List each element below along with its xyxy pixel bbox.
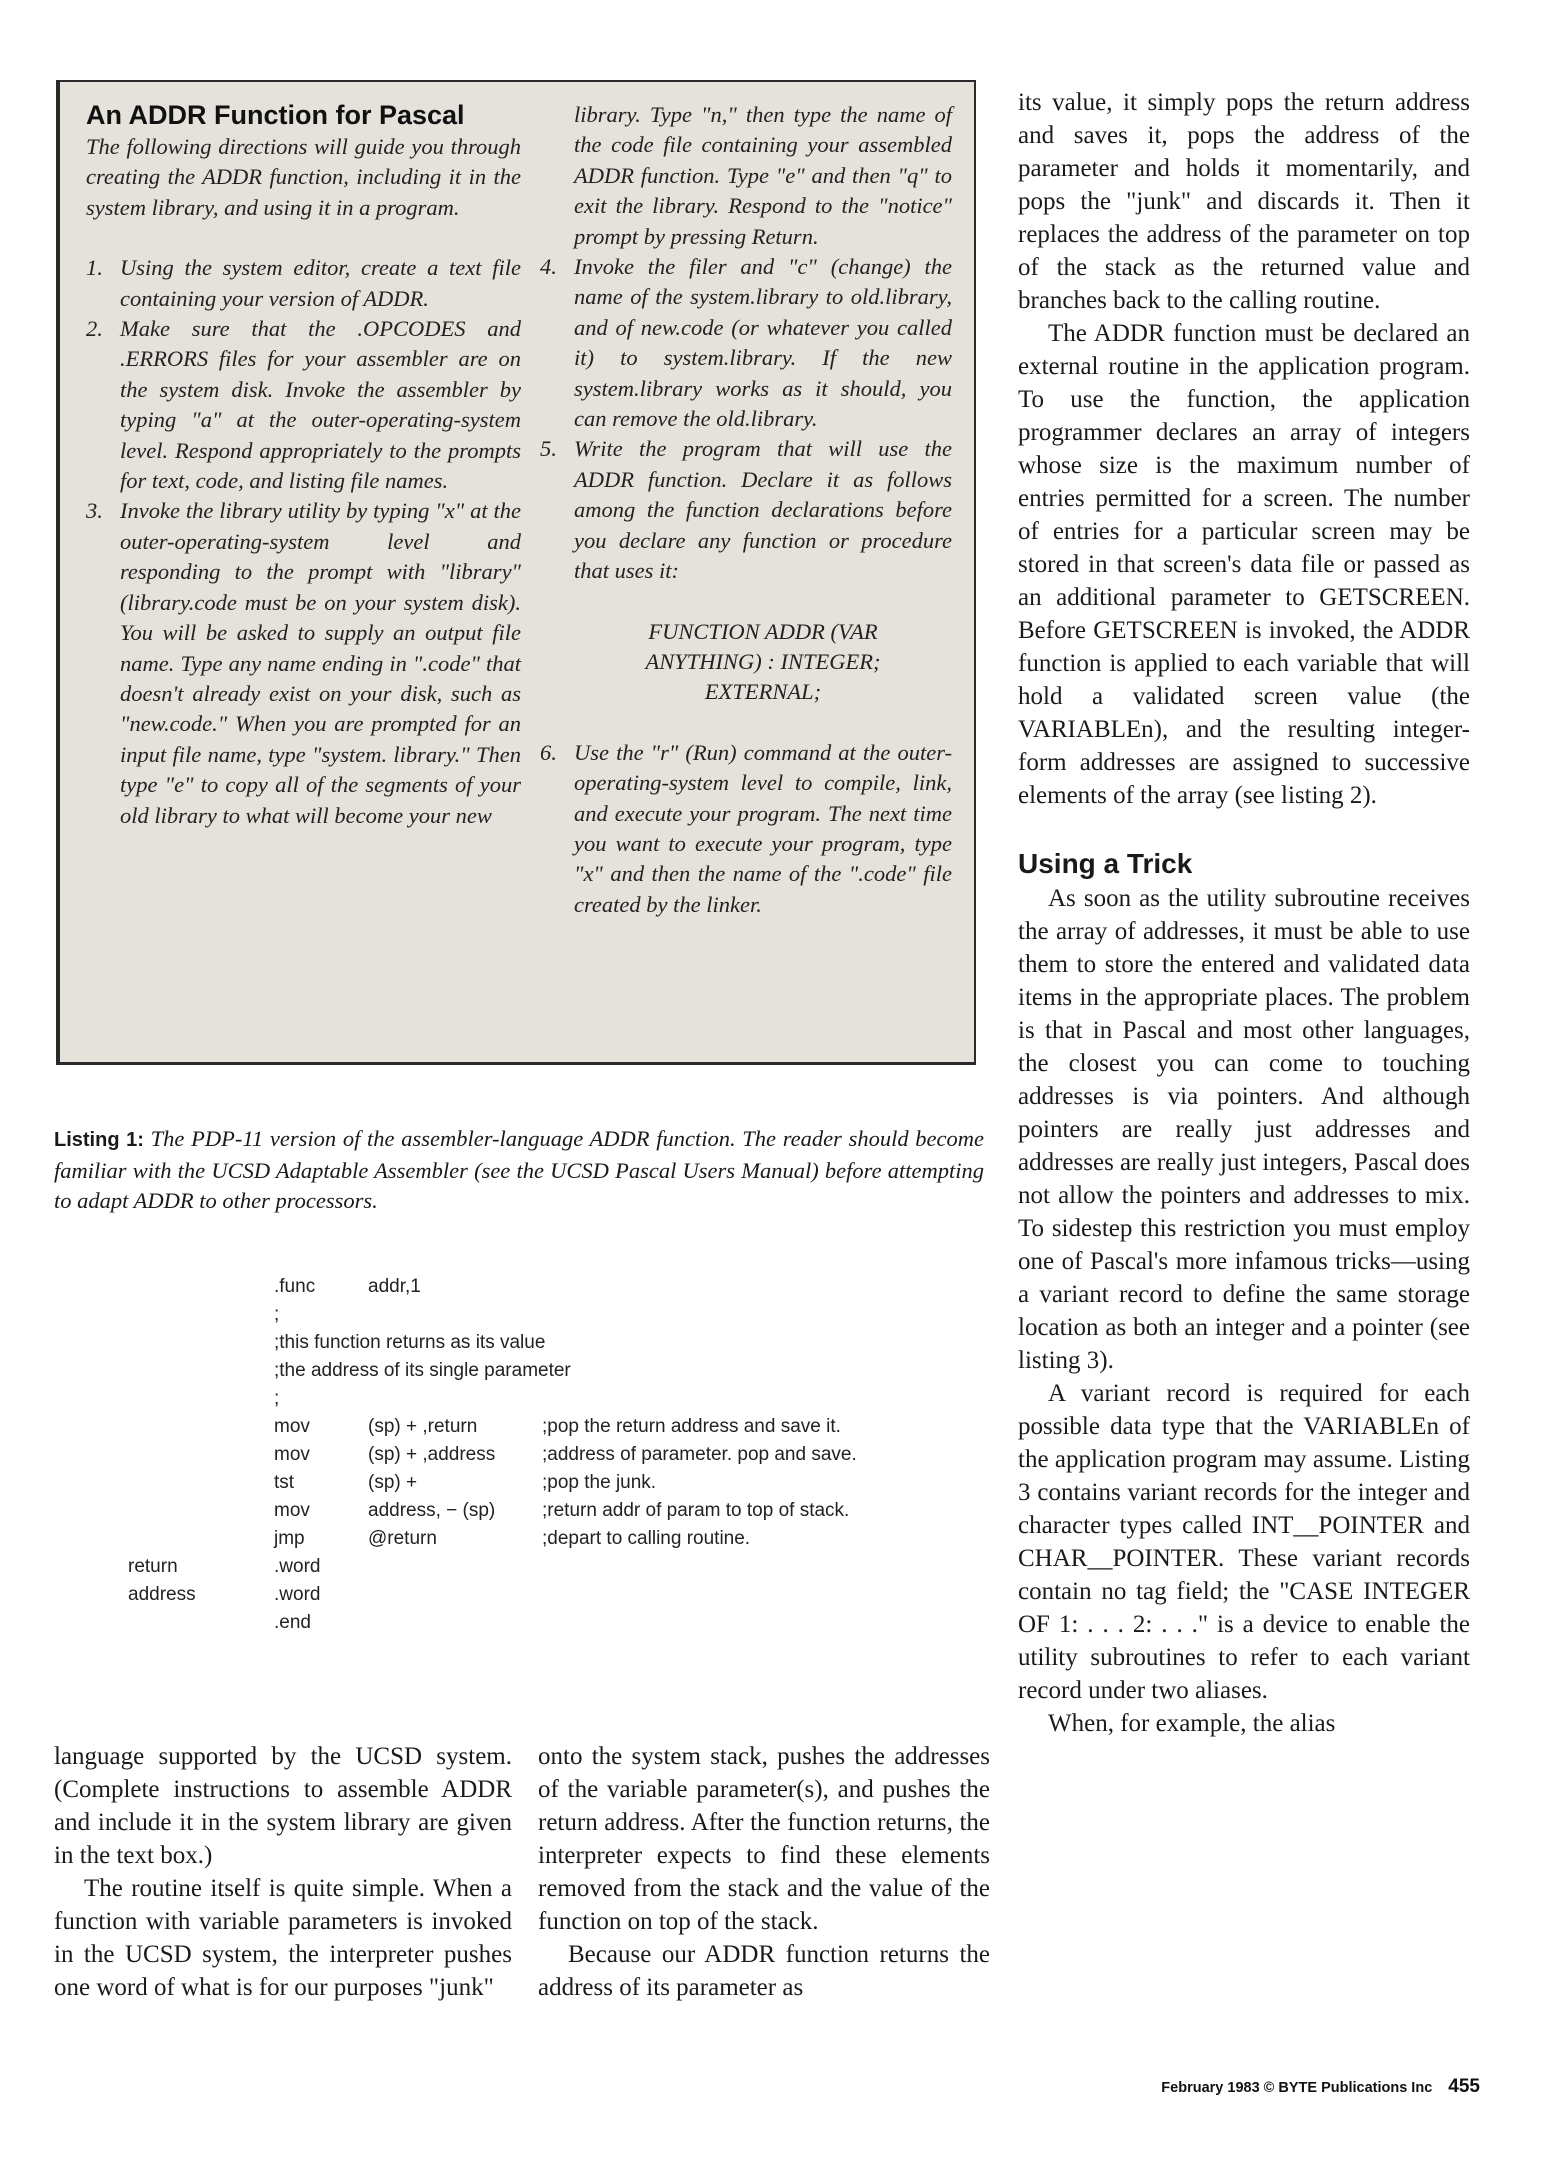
- sidebar-step: [86, 253, 521, 314]
- code-comment: ;pop the junk.: [542, 1472, 657, 1493]
- code-label: return: [128, 1556, 178, 1577]
- step-number: 2.: [86, 316, 103, 342]
- sidebar-title: An ADDR Function for Pascal: [86, 100, 465, 130]
- step-number: 4.: [540, 254, 557, 280]
- code-op: tst: [274, 1472, 295, 1493]
- sidebar-step: [86, 496, 521, 830]
- body-paragraph: A variant record is required for each possible data type that the VARIABLEn of the application program may assume. Listing 3 contains variant records for the integer and character types called INT__POINTER and CHAR__POINTER. These variant records contain no tag field; the "CASE INTEGER OF 1: . . . 2: . . ." is a device to enable the utility subroutines to refer to each variant record under two aliases.: [1018, 1380, 1470, 1704]
- code-op: .end: [274, 1612, 311, 1633]
- sidebar-left-column: [86, 98, 521, 831]
- code-op: ;the address of its single parameter: [274, 1360, 571, 1381]
- body-paragraph: onto the system stack, pushes the addresses of the variable parameter(s), and pushes the return address. After the function returns, the interpreter expects to find these elements removed from the stack and the value of the function on top of the stack.: [538, 1743, 990, 1935]
- listing-caption: [54, 1124, 984, 1217]
- step-number: 6.: [540, 739, 557, 765]
- sidebar-right-column: [540, 100, 952, 920]
- code-args: address, − (sp): [368, 1500, 496, 1521]
- code-op: .word: [274, 1556, 321, 1577]
- step-text: Write the program that will use the ADDR function. Declare it as follows among the function declarations before you declare any function or procedure that uses it:: [574, 436, 952, 584]
- code-op: mov: [274, 1500, 310, 1521]
- body-paragraph: As soon as the utility subroutine receives the array of addresses, it must be able to use them to store the entered and validated data items in the appropriate places. The problem is that in Pascal and most other languages, the closest you can come to touching addresses is via pointers. And although pointers are really just addresses and addresses are really just integers, Pascal does not allow the pointers and addresses to mix. To sidestep this restriction you must employ one of Pascal's more infamous tricks—using a variant record to define the same storage location as both an integer and a pointer (see listing 3).: [1018, 885, 1470, 1374]
- body-paragraph: Because our ADDR function returns the address of its parameter as: [538, 1941, 990, 2001]
- function-declaration: [540, 617, 952, 708]
- step-number: 3.: [86, 498, 103, 524]
- code-label: address: [128, 1584, 196, 1605]
- code-args: addr,1: [368, 1276, 421, 1297]
- body-column-left: [54, 1740, 512, 2004]
- code-comment: ;return addr of param to top of stack.: [542, 1500, 850, 1521]
- step-text: Invoke the filer and "c" (change) the name of the system.library to old.library, and of new.code (or whatever you called it) to system.library. If the new system.library works as it should, you can remove the old.library.: [574, 254, 952, 432]
- body-paragraph: When, for example, the alias: [1048, 1710, 1336, 1737]
- body-paragraph: its value, it simply pops the return address and saves it, pops the address of the parameter and holds it momentarily, and pops the "junk" and discards it. Then it replaces the address of the parameter on top of the stack as the returned value and branches back to the calling routine.: [1018, 89, 1470, 314]
- code-op: ;: [274, 1304, 280, 1325]
- body-paragraph: The routine itself is quite simple. When a function with variable parameters is invoked in the UCSD system, the interpreter pushes one word of what is for our purposes "junk": [54, 1875, 512, 2001]
- step-text: Invoke the library utility by typing "x" at the outer-operating-system level and responding to the prompt with "library" (library.code must be on your system disk). You will be asked to supply an output file name. Type any name ending in ".code" that doesn't already exist on your disk, such as "new.code." When you are prompted for an input file name, type "system. library." Then type "e" to copy all of the segments of your old library to what will become your new: [120, 498, 521, 828]
- function-declaration-line: ANYTHING) : INTEGER;: [645, 648, 881, 674]
- code-op: ;: [274, 1388, 280, 1409]
- page-number: 455: [1448, 2076, 1480, 2097]
- section-heading: Using a Trick: [1018, 848, 1193, 879]
- listing-caption-text: The PDP-11 version of the assembler-language ADDR function. The reader should become familiar with the UCSD Adaptable Assembler (see the UCSD Pascal Users Manual) before attempting to adapt ADDR to other processors.: [54, 1126, 984, 1213]
- code-args: (sp) + ,return: [368, 1416, 478, 1437]
- sidebar-step: [540, 738, 952, 920]
- page-footer: [1120, 2076, 1480, 2098]
- step-number: 5.: [540, 436, 557, 462]
- step-text: Using the system editor, create a text file containing your version of ADDR.: [120, 255, 521, 311]
- sidebar-step: [540, 434, 952, 586]
- code-op: mov: [274, 1416, 310, 1437]
- sidebar-step: [86, 314, 521, 496]
- code-listing: [128, 1276, 948, 1636]
- code-op: ;this function returns as its value: [274, 1332, 546, 1353]
- code-comment: ;address of parameter. pop and save.: [542, 1444, 857, 1465]
- code-args: (sp) + ,address: [368, 1444, 496, 1465]
- step-number: 1.: [86, 255, 103, 281]
- body-column-right: [1018, 86, 1470, 1740]
- body-paragraph: The ADDR function must be declared an external routine in the application program. To use the function, the application programmer declares an array of integers whose size is the maximum number of entries permitted for a screen. The number of entries for a particular screen may be stored in that screen's data file or passed as an additional parameter to GETSCREEN. Before GETSCREEN is invoked, the ADDR function is applied to each variable that will hold a validated screen value (the VARIABLEn), and the resulting integer-form addresses are assigned to successive elements of the array (see listing 2).: [1018, 320, 1470, 809]
- body-column-middle: [538, 1740, 990, 2004]
- sidebar-box: [56, 80, 976, 1065]
- code-comment: ;pop the return address and save it.: [542, 1416, 841, 1437]
- code-args: (sp) +: [368, 1472, 418, 1493]
- code-op: mov: [274, 1444, 310, 1465]
- function-declaration-line: FUNCTION ADDR (VAR: [648, 618, 878, 644]
- function-declaration-line: EXTERNAL;: [704, 679, 822, 705]
- code-op: .func: [274, 1276, 316, 1297]
- code-op: jmp: [274, 1528, 305, 1549]
- code-op: .word: [274, 1584, 321, 1605]
- listing-label: Listing 1:: [54, 1129, 144, 1151]
- body-paragraph: language supported by the UCSD system. (Complete instructions to assemble ADDR and include it in the system library are given in the text box.): [54, 1743, 512, 1869]
- code-args: @return: [368, 1528, 437, 1549]
- sidebar-step: [540, 252, 952, 434]
- step-text: Use the "r" (Run) command at the outer-operating-system level to compile, link, and execute your program. The next time you want to execute your program, type "x" and then the name of the ".code" file created by the linker.: [574, 739, 952, 917]
- code-comment: ;depart to calling routine.: [542, 1528, 751, 1549]
- sidebar-intro: The following directions will guide you through creating the ADDR function, including it in the system library, and using it in a program.: [86, 134, 521, 220]
- step-text: Make sure that the .OPCODES and .ERRORS files for your assembler are on the system disk. Invoke the assembler by typing "a" at the outer-operating-system level. Respond appropriately to the prompts for text, code, and listing file names.: [120, 316, 521, 494]
- step-continuation: library. Type "n," then type the name of the code file containing your assembled ADDR function. Type "e" and then "q" to exit the library. Respond to the "notice" prompt by pressing Return.: [574, 102, 952, 249]
- footer-credit: February 1983 © BYTE Publications Inc: [1161, 2080, 1433, 2096]
